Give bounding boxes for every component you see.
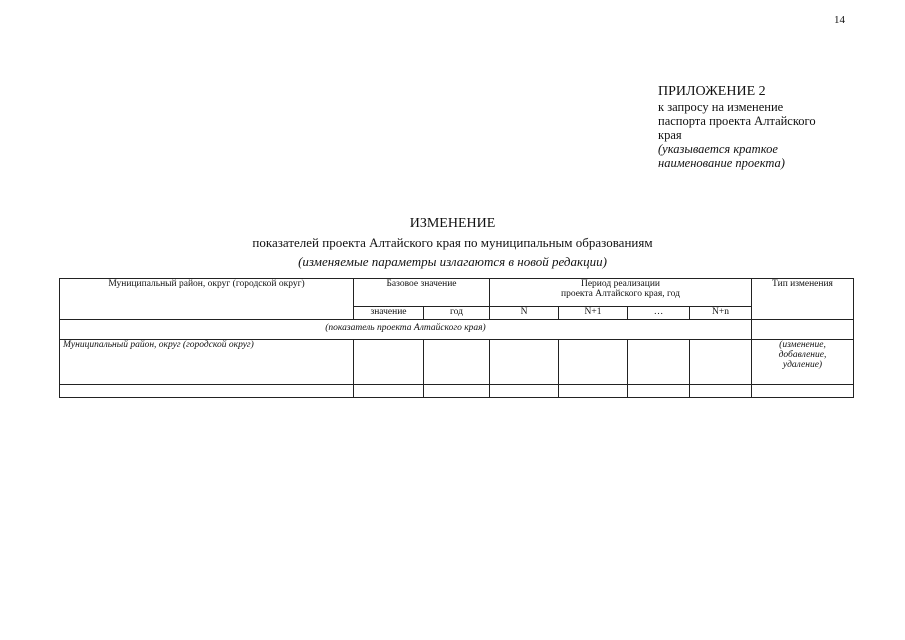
document-subtitle: показателей проекта Алтайского края по муниципальным образованиям (252, 235, 653, 250)
indicators-table (59, 278, 854, 398)
appendix-note: (указывается краткое (658, 142, 778, 156)
table-cell (752, 320, 854, 340)
header-base-value: Базовое значение (354, 279, 490, 307)
header-period (490, 279, 752, 307)
header-period-line: Период реализации (580, 279, 661, 289)
district-row (60, 340, 854, 385)
document-title: ИЗМЕНЕНИЕ (409, 216, 496, 231)
page-number: 14 (834, 14, 845, 26)
table-cell (690, 340, 752, 385)
header-change-type: Тип изменения (752, 279, 854, 320)
header-municipality: Муниципальный район, округ (городской округ) (60, 279, 354, 320)
table-cell (559, 385, 628, 398)
table-cell (60, 385, 354, 398)
document-note: (изменяемые параметры излагаются в новой редакции) (298, 254, 607, 269)
subheader-value: значение (354, 307, 424, 320)
table-cell (752, 385, 854, 398)
table-cell (354, 385, 424, 398)
subheader-n: N (490, 307, 559, 320)
table-cell (628, 385, 690, 398)
subheader-year: год (424, 307, 490, 320)
change-type-line: удаление) (782, 360, 823, 370)
table-cell (559, 340, 628, 385)
table-cell (490, 340, 559, 385)
table-cell (354, 340, 424, 385)
header-row (60, 279, 854, 307)
table-cell (628, 340, 690, 385)
appendix-title: ПРИЛОЖЕНИЕ 2 (658, 84, 766, 99)
subheader-nn: N+n (690, 307, 752, 320)
table-cell (424, 340, 490, 385)
appendix-line: паспорта проекта Алтайского (658, 114, 816, 128)
change-type-cell (752, 340, 854, 385)
subheader-n1: N+1 (559, 307, 628, 320)
subheader-dots: … (628, 307, 690, 320)
appendix-line: края (658, 128, 682, 142)
appendix-note: наименование проекта) (658, 156, 785, 170)
table-cell (690, 385, 752, 398)
table-cell (490, 385, 559, 398)
district-cell: Муниципальный район, округ (городской округ) (60, 340, 354, 385)
table-cell (424, 385, 490, 398)
change-type-line: добавление, (778, 350, 827, 360)
change-type-line: (изменение, (779, 340, 826, 350)
appendix-block (658, 84, 878, 170)
empty-row (60, 385, 854, 398)
header-period-line: проекта Алтайского края, год (561, 289, 680, 299)
indicator-row (60, 320, 854, 340)
indicator-cell: (показатель проекта Алтайского края) (60, 320, 752, 340)
appendix-line: к запросу на изменение (658, 100, 784, 114)
